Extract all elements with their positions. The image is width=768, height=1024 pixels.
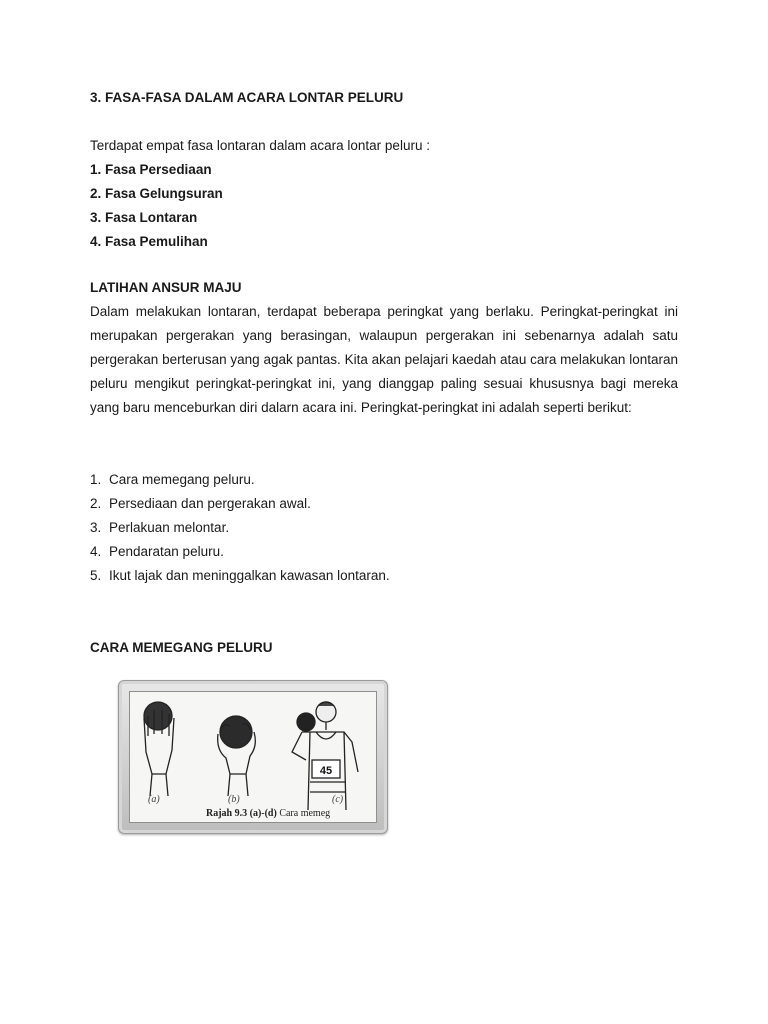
hand-b-drawing: [218, 716, 256, 796]
figure-label-b: (b): [228, 794, 240, 805]
figure-frame: [118, 680, 388, 834]
phase-item: 1. Fasa Persediaan: [90, 162, 212, 177]
phase-item: 3. Fasa Lontaran: [90, 210, 198, 225]
figure-caption: [206, 808, 330, 819]
cara-title: CARA MEMEGANG PELURU: [90, 640, 273, 655]
list-item: [90, 564, 390, 588]
step-text: Pendaratan peluru.: [109, 544, 224, 559]
athlete-drawing: [292, 702, 358, 810]
step-number: 1.: [90, 472, 102, 487]
step-text: Ikut lajak dan meninggalkan kawasan lontaran.: [109, 568, 390, 583]
section-title: 3. FASA-FASA DALAM ACARA LONTAR PELURU: [90, 90, 404, 105]
list-item: [90, 468, 390, 492]
list-item: [90, 516, 390, 540]
figure-label-a: (a): [148, 794, 160, 805]
step-text: Perlakuan melontar.: [109, 520, 230, 535]
step-number: 2.: [90, 496, 102, 511]
phase-item: 4. Fasa Pemulihan: [90, 234, 208, 249]
figure-label-c: (c): [332, 794, 344, 805]
phase-list: [90, 158, 223, 254]
list-item: [90, 492, 390, 516]
intro-text: Terdapat empat fasa lontaran dalam acara lontar peluru :: [90, 138, 430, 153]
figure-caption-rest: Cara memeg: [279, 808, 331, 819]
step-text: Persediaan dan pergerakan awal.: [109, 496, 311, 511]
phase-item: 2. Fasa Gelungsuran: [90, 186, 223, 201]
hand-a-drawing: [144, 702, 174, 796]
step-number: 3.: [90, 520, 102, 535]
step-text: Cara memegang peluru.: [109, 472, 255, 487]
figure-image: [129, 691, 377, 823]
list-item: [90, 540, 390, 564]
step-number: 4.: [90, 544, 102, 559]
latihan-title: LATIHAN ANSUR MAJU: [90, 280, 242, 295]
figure-caption-bold: Rajah 9.3 (a)-(d): [206, 808, 277, 819]
step-list: [90, 468, 390, 588]
step-number: 5.: [90, 568, 102, 583]
bib-number: 45: [319, 765, 333, 777]
latihan-paragraph: Dalam melakukan lontaran, terdapat beberapa peringkat yang berlaku. Peringkat-peringkat ini merupakan pergerakan yang berasingan, walaupun pergerakan ini sebenarnya adalah satu pergerakan berterusan yang agak pantas. Kita akan pelajari kaedah atau cara melakukan lontaran peluru mengikut peringkat-peringkat ini, yang dianggap paling sesuai khususnya bagi mereka yang baru menceburkan diri dalarn acara ini. Peringkat-peringkat ini adalah seperti berikut:: [90, 304, 678, 415]
